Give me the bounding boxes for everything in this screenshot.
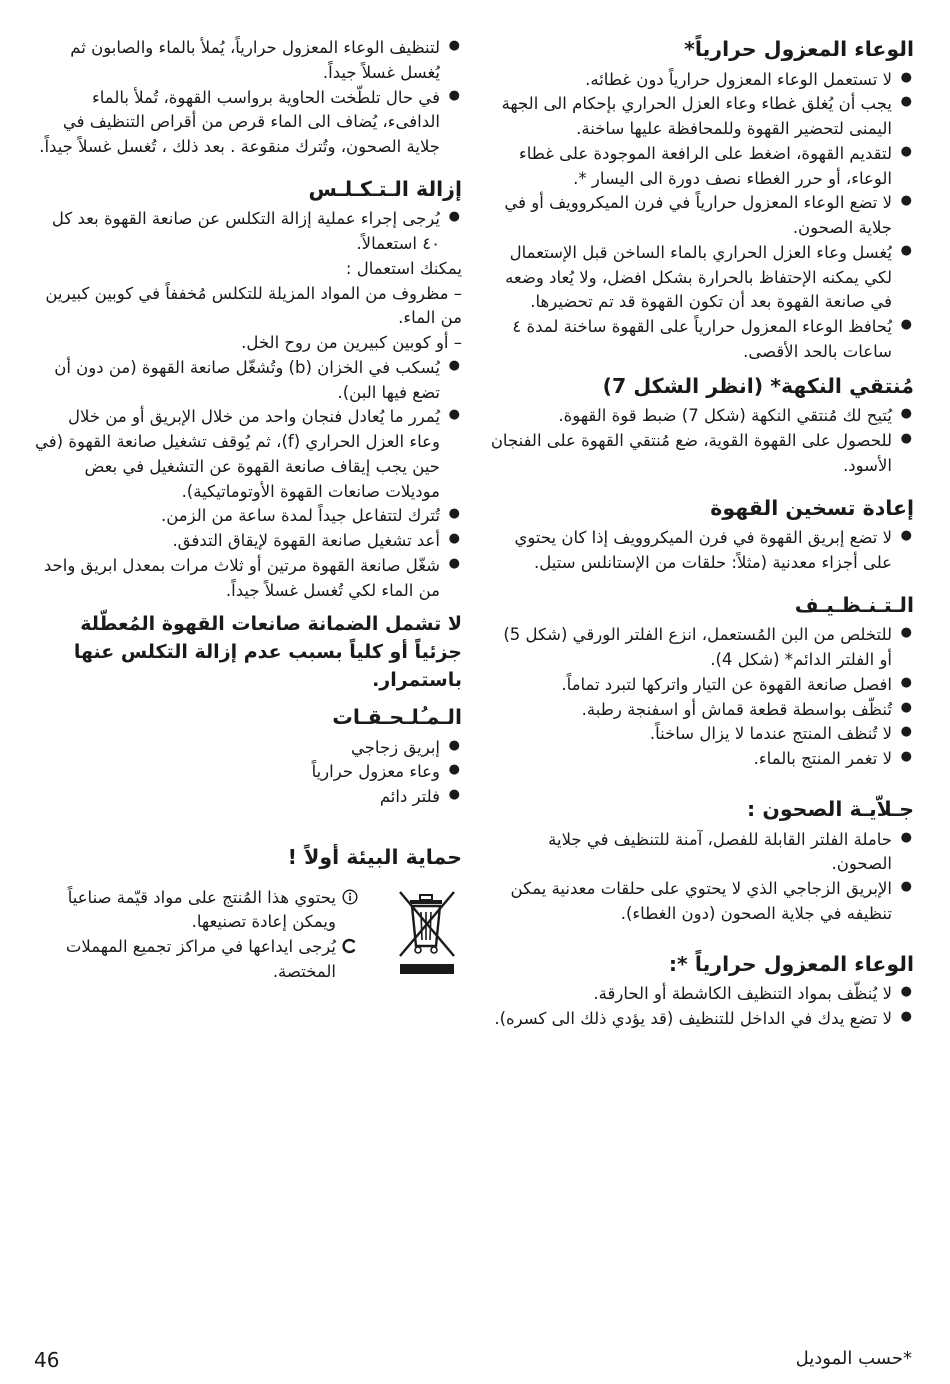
bullet-list — [34, 736, 462, 810]
list-item: ● يُمرر ما يُعادل فنجان واحد من خلال الإبريق أو من خلال وعاء العزل الحراري (f)، ثم يُوقف تشغيل صانعة القهوة (في حين يجب إيقاف صانعة القهوة عن التشغيل في بعض موديلات صانعات القهوة الأوتوماتيكية). — [34, 405, 440, 504]
descaling-option: – أو كوبين كبيرين من روح الخل. — [241, 333, 462, 353]
list-item: ● تُترك لتتفاعل جيداً لمدة ساعة من الزمن. — [34, 504, 440, 529]
right-column — [486, 36, 914, 1040]
section-insulated-jug — [486, 36, 914, 365]
environment-box — [34, 878, 462, 1008]
footnote: *حسب الموديل — [795, 1348, 912, 1369]
list-item: ● لا تستعمل الوعاء المعزول حرارياً دون غطائه. — [486, 68, 892, 93]
left-column — [34, 36, 462, 1008]
section-dishwasher — [486, 796, 914, 927]
section-cleaning-continued — [34, 36, 462, 160]
section-title: إزالة الـتـكـلـس — [308, 176, 462, 201]
bullet-list — [486, 623, 914, 772]
recycle-c-icon — [342, 938, 358, 954]
bullet-list — [486, 526, 914, 576]
bullet-list — [486, 68, 914, 365]
section-title: مُنتقي النكهة* (انظر الشكل 7) — [602, 373, 914, 398]
list-item: ● يُتيح لك مُنتقي النكهة (شكل 7) ضبط قوة القهوة. — [486, 404, 892, 429]
list-item: ● يجب أن يُغلق غطاء وعاء العزل الحراري بإحكام الى الجهة اليمنى لتحضير القهوة وللمحافظة عليها ساخنة. — [486, 92, 892, 142]
page-number: 46 — [34, 1348, 60, 1372]
section-aroma-selector — [486, 373, 914, 479]
section-title: الـمـُلـحـقـات — [332, 705, 462, 730]
list-item: ● حاملة الفلتر القابلة للفصل، آمنة للتنظيف في جلاية الصحون. — [486, 828, 892, 878]
descaling-option: – مظروف من المواد المزيلة للتكلس مُخففاً في كوبين كبيرين من الماء. — [45, 283, 462, 328]
section-title: الوعاء المعزول حرارياً* — [684, 37, 914, 61]
bullet-list — [34, 36, 462, 160]
section-title: جـلاّيـة الصحون : — [746, 796, 914, 821]
crossed-out-bin-icon — [396, 884, 458, 976]
list-item: ● شغّل صانعة القهوة مرتين أو ثلاث مرات بمعدل ابريق واحد من الماء لكي تُغسل غسلاً جيداً. — [34, 554, 440, 604]
list-item: ● لتقديم القهوة، اضغط على الرافعة الموجودة على غطاء الوعاء، أو حرر الغطاء نصف دورة الى اليسار *. — [486, 142, 892, 192]
info-circle-icon — [342, 889, 358, 905]
list-item: ● لا تضع يدك في الداخل للتنظيف (قد يؤدي ذلك الى كسره). — [486, 1007, 892, 1032]
section-reheating — [486, 495, 914, 576]
section-accessories — [34, 704, 462, 810]
section-insulated-jug-care — [486, 951, 914, 1032]
environment-text — [58, 886, 358, 985]
list-item: ● يُسكب في الخزان (b) وتُشغّل صانعة القهوة (من دون أن تضع فيها البن). — [34, 356, 440, 406]
list-item: ● فلتر دائم — [34, 785, 440, 810]
section-cleaning — [486, 592, 914, 772]
list-item: ● يُحافظ الوعاء المعزول حرارياً على القهوة ساخنة لمدة ٤ ساعات بالحد الأقصى. — [486, 315, 892, 365]
bullet-list — [486, 982, 914, 1032]
environment-line — [58, 935, 358, 985]
list-item: ● لا تغمر المنتج بالماء. — [486, 747, 892, 772]
list-item: ● لا تُنظف المنتج عندما لا يزال ساخناً. — [486, 722, 892, 747]
list-item: ● تُنظّف بواسطة قطعة قماش أو اسفنجة رطبة. — [486, 698, 892, 723]
section-title: الـتـنـظـيـف — [794, 592, 914, 617]
bullet-list — [34, 356, 462, 604]
environment-line-text: يُرجى ايداعها في مراكز تجميع المهملات المختصة. — [65, 937, 336, 981]
list-item: ● افصل صانعة القهوة عن التيار واتركها لتبرد تماماً. — [486, 673, 892, 698]
environment-line-text: يحتوي هذا المُنتج على مواد قيّمة صناعياً ويمكن إعادة تصنيعها. — [67, 887, 336, 932]
list-item: ● يُغسل وعاء العزل الحراري بالماء الساخن قبل الإستعمال لكي يمكنه الإحتفاظ بالحرارة بشكل افضل، ولا يُعاد وضعه في صانعة القهوة بعد أن تكون القهوة قد تم تحضيرها. — [486, 241, 892, 315]
bullet-list — [34, 207, 462, 257]
list-item: ● وعاء معزول حرارياً — [34, 760, 440, 785]
list-item: ● في حال تلطّخت الحاوية برواسب القهوة، تُملأ بالماء الدافىء، يُضاف الى الماء قرص من أقراص التنظيف في جلاية الصحون، وتُترك منقوعة . بعد ذلك ، تُغسل غسلاً جيداً. — [34, 86, 440, 160]
list-item: ● للحصول على القهوة القوية، ضع مُنتقي القهوة على الفنجان الأسود. — [486, 429, 892, 479]
list-item: ● إبريق زجاجي — [34, 736, 440, 761]
list-item: ● لا يُنظّف بمواد التنظيف الكاشطة أو الحارقة. — [486, 982, 892, 1007]
list-item: ● لا تضع إبريق القهوة في فرن الميكروويف إذا كان يحتوي على أجزاء معدنية (مثلاً: حلقات من الإستانلس ستيل. — [486, 526, 892, 576]
section-title: إعادة تسخين القهوة — [710, 495, 914, 520]
list-item: ● لا تضع الوعاء المعزول حرارياً في فرن الميكروويف أو في جلاية الصحون. — [486, 191, 892, 241]
warranty-note: لا تشمل الضمانة صانعات القهوة المُعطّلة جزئياً أو كلياً بسبب عدم إزالة التكلس عنها باستمرار. — [73, 613, 462, 691]
list-item: ● يُرجى إجراء عملية إزالة التكلس عن صانعة القهوة بعد كل ٤٠ استعمالاً. — [34, 207, 440, 257]
section-descaling — [34, 176, 462, 694]
descaling-can-use: يمكنك استعمال : — [345, 258, 462, 278]
section-title: حماية البيئة أولاً ! — [287, 844, 462, 869]
list-item: ● الإبريق الزجاجي الذي لا يحتوي على حلقات معدنية يمكن تنظيفه في جلاية الصحون (دون الغطاء). — [486, 877, 892, 927]
list-item: ● لتنظيف الوعاء المعزول حرارياً، يُملأ بالماء والصابون ثم يُغسل غسلاً جيداً. — [34, 36, 440, 86]
list-item: ● للتخلص من البن المُستعمل، انزع الفلتر الورقي (شكل 5) أو الفلتر الدائم* (شكل 4). — [486, 623, 892, 673]
list-item: ● أعد تشغيل صانعة القهوة لإيقاق التدفق. — [34, 529, 440, 554]
environment-line — [58, 886, 358, 936]
bullet-list — [486, 404, 914, 478]
section-title: الوعاء المعزول حرارياً *: — [668, 951, 914, 976]
section-environment — [34, 844, 462, 1008]
bullet-list — [486, 828, 914, 927]
